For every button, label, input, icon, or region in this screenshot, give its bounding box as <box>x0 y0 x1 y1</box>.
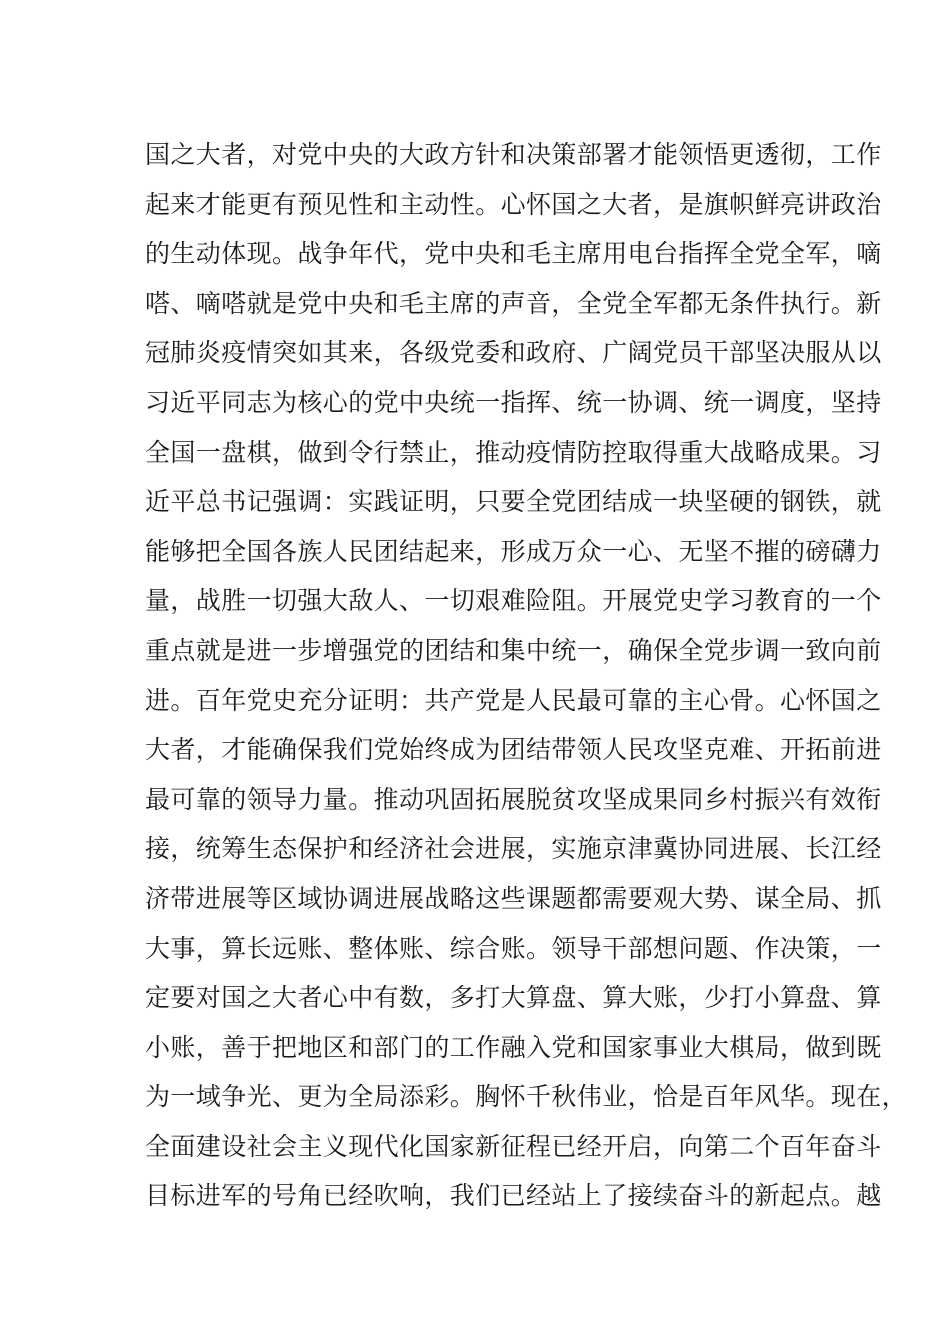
text-line: 济带进展等区域协调进展战略这些课题都需要观大势、谋全局、抓 <box>145 883 882 913</box>
text-line: 嗒、嘀嗒就是党中央和毛主席的声音，全党全军都无条件执行。新 <box>145 288 882 318</box>
text-line: 量，战胜一切强大敌人、一切艰难险阻。开展党史学习教育的一个 <box>145 586 882 616</box>
text-line: 目标进军的号角已经吹响，我们已经站上了接续奋斗的新起点。越 <box>145 1181 882 1211</box>
text-line: 定要对国之大者心中有数，多打大算盘、算大账，少打小算盘、算 <box>145 983 882 1013</box>
text-line: 最可靠的领导力量。推动巩固拓展脱贫攻坚成果同乡村振兴有效衔 <box>145 784 882 814</box>
text-line: 为一域争光、更为全局添彩。胸怀千秋伟业，恰是百年风华。现在， <box>145 1082 908 1112</box>
text-line: 全国一盘棋，做到令行禁止，推动疫情防控取得重大战略成果。习 <box>145 437 882 467</box>
text-line: 重点就是进一步增强党的团结和集中统一，确保全党步调一致向前 <box>145 635 882 665</box>
text-line: 国之大者，对党中央的大政方针和决策部署才能领悟更透彻，工作 <box>145 140 882 169</box>
text-line: 的生动体现。战争年代，党中央和毛主席用电台指挥全党全军，嘀 <box>145 239 882 269</box>
text-line: 冠肺炎疫情突如其来，各级党委和政府、广阔党员干部坚决服从以 <box>145 338 882 368</box>
text-line: 习近平同志为核心的党中央统一指挥、统一协调、统一调度，坚持 <box>145 387 882 417</box>
text-line: 起来才能更有预见性和主动性。心怀国之大者，是旗帜鲜亮讲政治 <box>145 189 882 219</box>
text-line: 大者，才能确保我们党始终成为团结带领人民攻坚克难、开拓前进 <box>145 735 882 765</box>
text-line: 进。百年党史充分证明：共产党是人民最可靠的主心骨。心怀国之 <box>145 685 882 715</box>
text-line: 大事，算长远账、整体账、综合账。领导干部想问题、作决策，一 <box>145 933 882 963</box>
body-text <box>145 130 908 1221</box>
text-line: 近平总书记强调：实践证明，只要全党团结成一块坚硬的钢铁，就 <box>145 487 882 517</box>
text-line: 小账，善于把地区和部门的工作融入党和国家事业大棋局，做到既 <box>145 1032 882 1062</box>
text-line: 接，统筹生态保护和经济社会进展，实施京津冀协同进展、长江经 <box>145 834 882 864</box>
text-line: 全面建设社会主义现代化国家新征程已经开启，向第二个百年奋斗 <box>145 1131 882 1161</box>
text-line: 能够把全国各族人民团结起来，形成万众一心、无坚不摧的磅礴力 <box>145 536 882 566</box>
